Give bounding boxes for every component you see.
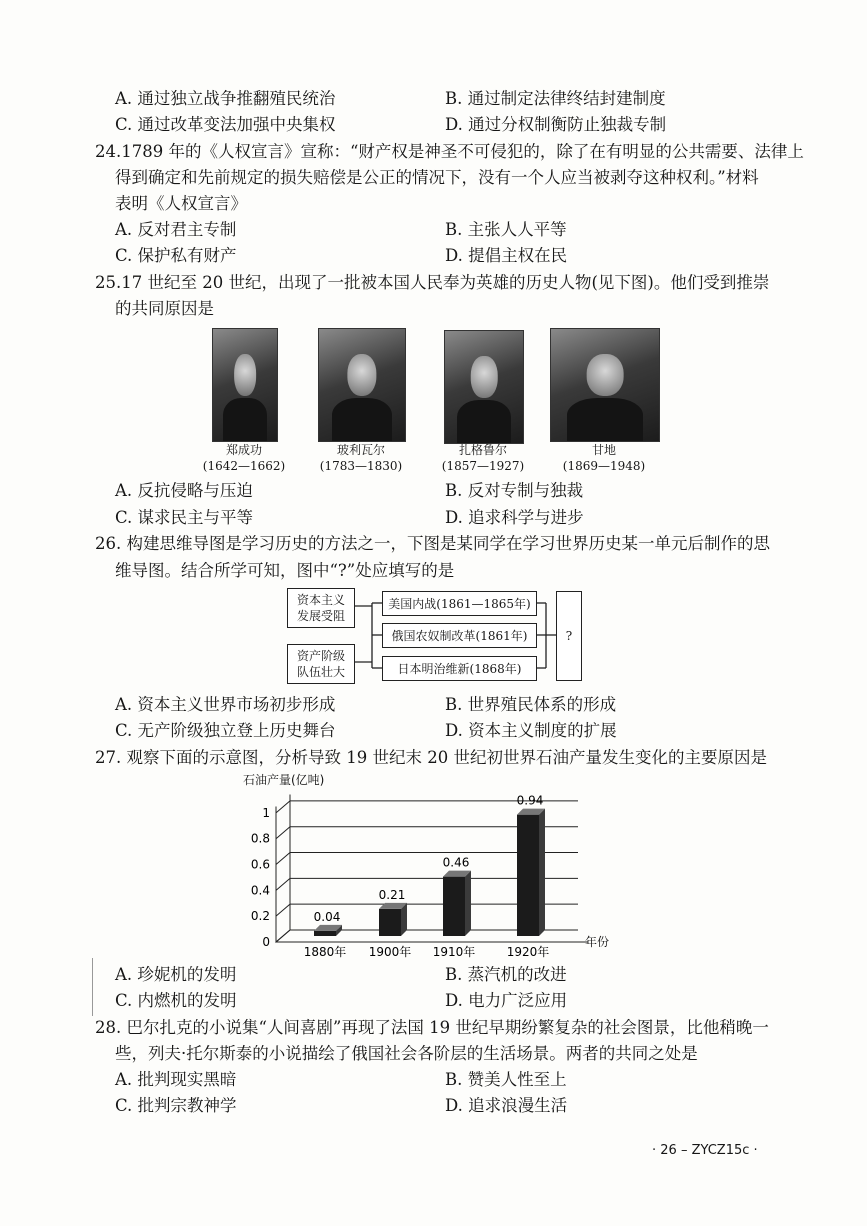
mindmap-event-1: 美国内战(1861—1865年)	[382, 591, 537, 616]
data-label: 0.46	[442, 855, 470, 870]
page-footer: · 26 – ZYCZ15c ·	[652, 1143, 758, 1158]
bar	[314, 931, 336, 936]
q24-option-b: B. 主张人人平等	[445, 220, 567, 239]
q24-stem-line-3: 表明《人权宣言》	[115, 194, 247, 213]
y-tick-label: 0.4	[250, 883, 270, 898]
x-axis-label: 年份	[585, 935, 610, 949]
bar	[379, 909, 401, 936]
y-axis	[276, 794, 290, 942]
q24-option-c: C. 保护私有财产	[115, 246, 237, 265]
q25-option-b: B. 反对专制与独裁	[445, 481, 584, 500]
x-tick-label: 1880年	[303, 945, 347, 959]
mindmap-unknown: ?	[556, 591, 582, 681]
q25-stem-line-2: 的共同原因是	[115, 299, 214, 318]
caption-name: 甘地	[591, 443, 617, 457]
caption-years: (1869—1948)	[562, 459, 646, 473]
q24-stem-line-1: 24.1789 年的《人权宣言》宣称：“财产权是神圣不可侵犯的，除了在有明显的公共需要、法律上	[95, 142, 804, 161]
x-tick-label: 1900年	[368, 945, 412, 959]
q26-stem-line-1: 26. 构建思维导图是学习历史的方法之一，下图是某同学在学习世界历史某一单元后制作的思	[95, 534, 770, 553]
q28-option-a: A. 批判现实黑暗	[115, 1070, 237, 1089]
caption-years: (1783—1830)	[319, 459, 403, 473]
y-tick-label: 0	[262, 935, 270, 949]
bar	[517, 815, 539, 936]
x-tick-label: 1910年	[432, 945, 476, 959]
mindmap-cause-2: 资产阶级队伍壮大	[287, 644, 355, 684]
q27-option-a: A. 珍妮机的发明	[115, 965, 237, 984]
q25-option-a: A. 反抗侵略与压迫	[115, 481, 253, 500]
x-tick-label: 1920年	[506, 945, 550, 959]
q26-option-d: D. 资本主义制度的扩展	[445, 721, 617, 740]
oil-production-chart	[240, 770, 640, 965]
q25-stem-line-1: 25.17 世纪至 20 世纪，出现了一批被本国人民奉为英雄的历史人物(见下图)。他们受到推崇	[95, 273, 770, 292]
q28-option-b: B. 赞美人性至上	[445, 1070, 567, 1089]
mindmap-cause-1: 资本主义发展受阻	[287, 588, 355, 628]
y-axis-label: 石油产量(亿吨)	[243, 773, 325, 787]
q26-option-b: B. 世界殖民体系的形成	[445, 695, 617, 714]
q27-stem: 27. 观察下面的示意图，分析导致 19 世纪末 20 世纪初世界石油产量发生变化的主要原因是	[95, 748, 767, 767]
caption-name: 扎格鲁尔	[458, 443, 508, 457]
q28-stem-line-1: 28. 巴尔扎克的小说集“人间喜剧”再现了法国 19 世纪早期纷繁复杂的社会图景，比他稍晚一	[95, 1018, 769, 1037]
caption-name: 郑成功	[225, 443, 263, 457]
caption-name: 玻利瓦尔	[336, 443, 386, 457]
q23-option-a: A. 通过独立战争推翻殖民统治	[115, 89, 336, 108]
y-tick-label: 0.6	[250, 857, 270, 872]
mindmap-event-2: 俄国农奴制改革(1861年)	[382, 623, 537, 648]
q23-option-c: C. 通过改革变法加强中央集权	[115, 115, 336, 134]
caption-years: (1642—1662)	[202, 459, 286, 473]
q23-option-b: B. 通过制定法律终结封建制度	[445, 89, 666, 108]
q28-option-d: D. 追求浪漫生活	[445, 1096, 568, 1115]
bar-side	[539, 809, 545, 936]
q27-option-c: C. 内燃机的发明	[115, 991, 237, 1010]
q26-option-c: C. 无产阶级独立登上历史舞台	[115, 721, 336, 740]
q25-option-c: C. 谋求民主与平等	[115, 508, 254, 527]
q28-option-c: C. 批判宗教神学	[115, 1096, 237, 1115]
q24-stem-line-2: 得到确定和先前规定的损失赔偿是公正的情况下，没有一个人应当被剥夺这种权利。”材料	[115, 168, 759, 187]
y-tick-label: 0.8	[250, 831, 270, 846]
q25-option-d: D. 追求科学与进步	[445, 508, 584, 527]
bar-side	[465, 871, 471, 936]
data-label: 0.04	[313, 909, 341, 924]
y-tick-label: 0.2	[250, 909, 270, 924]
q24-option-a: A. 反对君主专制	[115, 220, 237, 239]
data-label: 0.94	[516, 793, 544, 808]
margin-mark	[92, 958, 93, 1016]
mindmap-event-3: 日本明治维新(1868年)	[382, 656, 537, 681]
caption-years: (1857—1927)	[441, 459, 525, 473]
bar	[443, 877, 465, 936]
q26-stem-line-2: 维导图。结合所学可知，图中“?”处应填写的是	[115, 561, 455, 580]
q27-option-d: D. 电力广泛应用	[445, 991, 568, 1010]
q26-option-a: A. 资本主义世界市场初步形成	[115, 695, 336, 714]
q27-option-b: B. 蒸汽机的改进	[445, 965, 567, 984]
q28-stem-line-2: 些，列夫·托尔斯泰的小说描绘了俄国社会各阶层的生活场景。两者的共同之处是	[115, 1044, 698, 1063]
data-label: 0.21	[378, 887, 406, 902]
q23-option-d: D. 通过分权制衡防止独裁专制	[445, 115, 667, 134]
y-tick-label: 1	[262, 805, 270, 820]
q24-option-d: D. 提倡主权在民	[445, 246, 568, 265]
